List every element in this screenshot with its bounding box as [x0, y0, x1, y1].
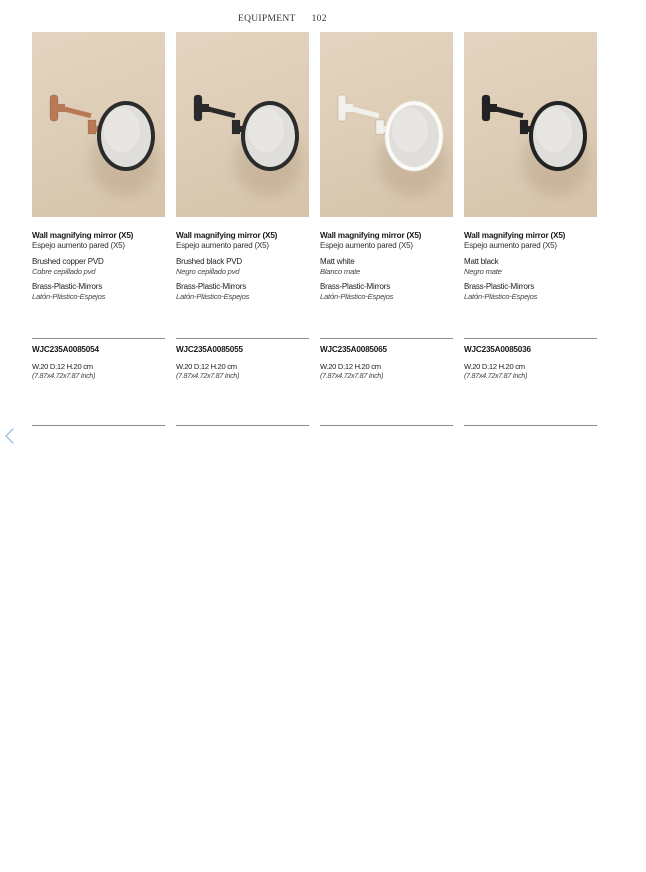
product-dimensions: W.20 D.12 H.20 cm: [320, 362, 381, 371]
product-code: WJC235A0085054: [32, 345, 99, 354]
product-name: Wall magnifying mirror (X5): [32, 231, 134, 240]
mirror-illustration: [176, 32, 309, 217]
divider: [32, 338, 165, 339]
product-photo: [32, 32, 165, 217]
product-material: Brass-Plastic-Mirrors: [464, 282, 535, 291]
product-finish: Matt black: [464, 257, 499, 266]
divider: [464, 338, 597, 339]
product-dimensions: W.20 D.12 H.20 cm: [464, 362, 525, 371]
mirror-illustration: [32, 32, 165, 217]
divider: [320, 338, 453, 339]
product-dimensions: W.20 D.12 H.20 cm: [176, 362, 237, 371]
page-header: [238, 14, 327, 24]
product-name-es: Espejo aumento pared (X5): [320, 241, 413, 250]
product-name: Wall magnifying mirror (X5): [320, 231, 422, 240]
product-card: [32, 32, 165, 426]
divider: [176, 338, 309, 339]
page-number: 102: [311, 14, 327, 24]
product-name: Wall magnifying mirror (X5): [176, 231, 278, 240]
product-grid: [32, 32, 597, 426]
divider: [176, 425, 309, 426]
product-dimensions-inch: (7.87x4.72x7.87 Inch): [464, 371, 528, 380]
product-material-es: Latón-Plástico-Espejos: [32, 292, 106, 301]
product-photo: [320, 32, 453, 217]
divider: [32, 425, 165, 426]
product-dimensions-inch: (7.87x4.72x7.87 Inch): [320, 371, 384, 380]
product-name-es: Espejo aumento pared (X5): [176, 241, 269, 250]
product-material: Brass-Plastic-Mirrors: [176, 282, 247, 291]
product-material-es: Latón-Plástico-Espejos: [320, 292, 394, 301]
product-card: [320, 32, 453, 426]
product-material-es: Latón-Plástico-Espejos: [176, 292, 250, 301]
product-name: Wall magnifying mirror (X5): [464, 231, 566, 240]
product-material-es: Latón-Plástico-Espejos: [464, 292, 538, 301]
product-name-es: Espejo aumento pared (X5): [32, 241, 125, 250]
product-finish: Matt white: [320, 257, 355, 266]
product-finish-es: Cobre cepillado pvd: [32, 267, 96, 276]
section-title: EQUIPMENT: [238, 14, 296, 24]
divider: [464, 425, 597, 426]
product-card: [176, 32, 309, 426]
product-code: WJC235A0085065: [320, 345, 387, 354]
product-finish: Brushed copper PVD: [32, 257, 104, 266]
product-material: Brass-Plastic-Mirrors: [32, 282, 103, 291]
product-code: WJC235A0085055: [176, 345, 243, 354]
product-material: Brass-Plastic-Mirrors: [320, 282, 391, 291]
product-code: WJC235A0085036: [464, 345, 531, 354]
product-finish-es: Negro mate: [464, 267, 502, 276]
divider: [320, 425, 453, 426]
mirror-illustration: [464, 32, 597, 217]
product-photo: [464, 32, 597, 217]
product-photo: [176, 32, 309, 217]
product-dimensions-inch: (7.87x4.72x7.87 Inch): [32, 371, 96, 380]
product-dimensions: W.20 D.12 H.20 cm: [32, 362, 93, 371]
product-name-es: Espejo aumento pared (X5): [464, 241, 557, 250]
product-card: [464, 32, 597, 426]
mirror-illustration: [320, 32, 453, 217]
product-finish: Brushed black PVD: [176, 257, 242, 266]
product-finish-es: Negro cepillado pvd: [176, 267, 240, 276]
product-dimensions-inch: (7.87x4.72x7.87 Inch): [176, 371, 240, 380]
chevron-left-icon[interactable]: [3, 427, 17, 445]
product-finish-es: Blanco mate: [320, 267, 361, 276]
